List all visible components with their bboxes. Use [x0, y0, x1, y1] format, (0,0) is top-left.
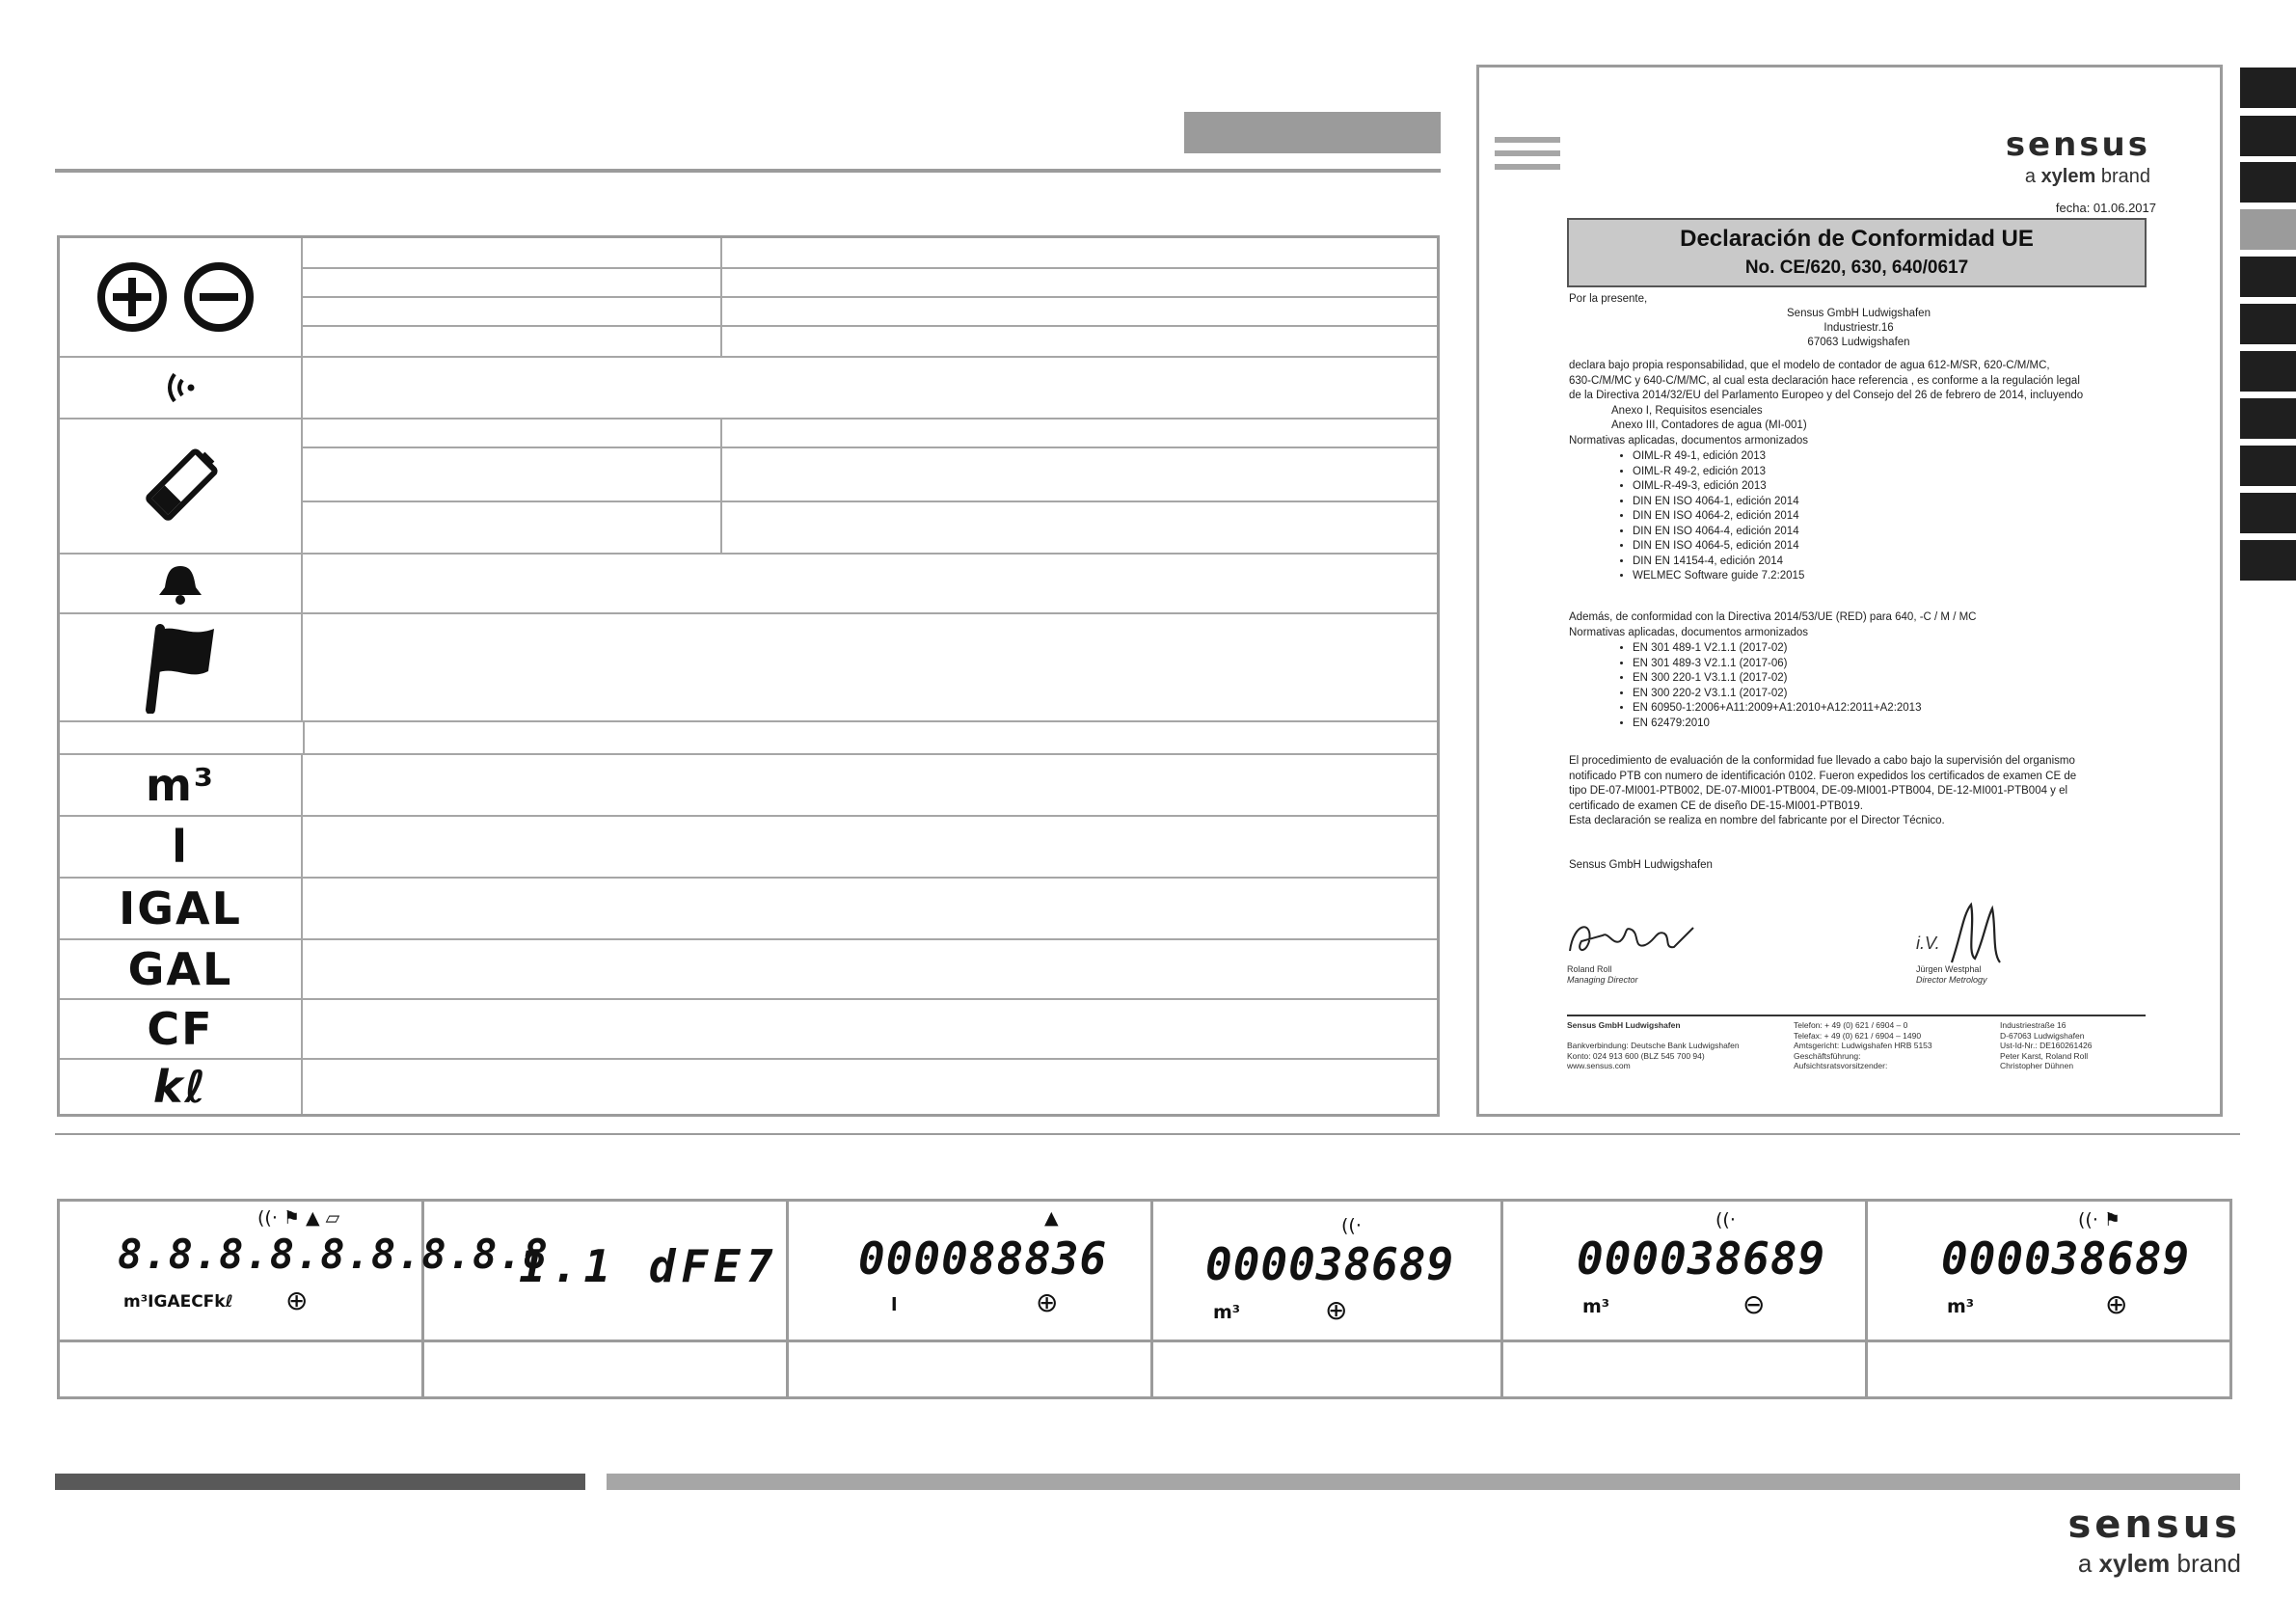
header-rule: [55, 169, 1441, 173]
lcd-digits: 000038689: [1941, 1232, 2191, 1285]
unit-kl-label: kℓ: [152, 1061, 208, 1113]
unit-gal-label: GAL: [127, 943, 233, 995]
unit-m3-cell: [60, 755, 303, 817]
lcd-display-m3-reverse: [1503, 1202, 1865, 1340]
lcd-digits: 8.8.8.8.8.8.8.8.8: [118, 1231, 549, 1278]
lcd-digits: 000038689: [1577, 1232, 1826, 1285]
index-tab-4-active[interactable]: [2240, 209, 2296, 250]
unit-igal-label: IGAL: [119, 882, 242, 934]
radio-signal-icon: [161, 368, 200, 407]
unit-l-label: l: [172, 821, 189, 873]
lcd-display-m3-flag: [1868, 1202, 2229, 1340]
footer-col-3: Industriestraße 16 D-67063 Ludwigshafen Ust-Id-Nr.: DE160261426 Peter Karst, Roland Roll Christopher Dühnen: [2000, 1020, 2093, 1070]
norms-list-2: • EN 301 489-1 V2.1.1 (2017-02) • EN 301 489-3 V2.1.1 (2017-06) • EN 300 220-1 V3.1.1 (2017-02) • EN 300 220-2 V3.1.1 (2017-02) • EN 60950-1:2006+A11:2009+A1:2010+A12:2011+A2:2013 • EN 62479:2010: [1569, 641, 1921, 731]
flag-icon: [137, 621, 224, 714]
footer-col-1: Sensus GmbH Ludwigshafen Bankverbindung: Deutsche Bank Ludwigshafen Konto: 024 913 600 (BLZ 545 700 94) www.sensus.com: [1567, 1020, 1740, 1070]
plus-minus-icon: [94, 258, 267, 336]
index-tab-1[interactable]: [2240, 68, 2296, 108]
lcd-display-m3-forward: [1153, 1202, 1500, 1340]
battery-symbol-cell: [60, 420, 303, 555]
unit-gal-cell: [60, 940, 303, 1000]
brand-tagline: a xylem brand: [2024, 166, 2150, 187]
declaration-header: [1567, 218, 2147, 287]
index-tab-2[interactable]: [2240, 116, 2296, 156]
procedimiento-paragraph: El procedimiento de evaluación de la conformidad fue llevado a cabo bajo la supervisión del organismo notificado PTB con numero de identificación 0102. Fueron expedidos los certificados de examen CE de tipo DE-07-MI001-PTB002, DE-07-MI001-PTB004, DE-09-MI001-PTB004, DE-12-MI001-PTB004 y el certificado de examen CE de diseño DE-15-MI001-PTB019. Esta declaración se realiza en nombre del fabricante por el Director Técnico.: [1569, 755, 2077, 826]
index-tab-3[interactable]: [2240, 162, 2296, 203]
flow-direction-symbols: [60, 238, 303, 358]
red-directive-paragraph: Además, de conformidad con la Directiva 2014/53/UE (RED) para 640, -C / M / MC Normativas aplicadas, documentos armonizados: [1569, 611, 1977, 638]
index-tab-7[interactable]: [2240, 351, 2296, 392]
lcd-status-icons: ((· ⚑: [2078, 1209, 2120, 1231]
lcd-digits: 000088836: [858, 1232, 1108, 1285]
lcd-unit: m³: [1582, 1296, 1610, 1317]
por-la-presente: Por la presente,: [1569, 293, 1648, 305]
unit-kl-cell: [60, 1060, 303, 1114]
unit-m3-label: m³: [145, 759, 216, 811]
lcd-sign-icon: ⊕: [1036, 1286, 1059, 1318]
lcd-status-icons: ((· ⚑ ▲ ▱: [257, 1207, 340, 1229]
lcd-unit: m³: [1947, 1296, 1975, 1317]
symbol-table: [57, 235, 1440, 1117]
footer-bar-dark: [55, 1474, 585, 1490]
alarm-symbol-cell: [60, 555, 303, 614]
signature-right-caption: Jürgen Westphal Director Metrology: [1916, 964, 1987, 985]
flag-symbol-cell: [60, 614, 303, 722]
declaration-title: Declaración de Conformidad UE: [1680, 226, 2034, 252]
unit-l-cell: [60, 817, 303, 879]
section-divider: [55, 1133, 2240, 1135]
footer-brand-tagline: a xylem brand: [2077, 1549, 2241, 1578]
footer-col-2: Telefon: + 49 (0) 621 / 6904 – 0 Telefax: + 49 (0) 621 / 6904 – 1490 Amtsgericht: Ludwigshafen HRB 5153 Geschäftsführung: Aufsichtsratsvorsitzender:: [1794, 1020, 1932, 1070]
signature-left-image: [1564, 912, 1718, 961]
unit-igal-cell: [60, 879, 303, 940]
lcd-status-icons: ▲: [1044, 1207, 1059, 1229]
footer-brand-wordmark: sensus: [2067, 1502, 2241, 1547]
declara-paragraph: declara bajo propia responsabilidad, que el modelo de contador de agua 612-M/SR, 620-C/M/MC, 630-C/M/MC y 640-C/M/MC, al cual esta declaración hace referencia , es conforme a la regulación legal de la Directiva 2014/32/EU del Parlamento Europeo y del Consejo del 26 de febrero de 2014, incluyendo Anexo I, Requisitos esenciales Anexo III, Contadores de agua (MI-001) Normativas aplicadas, documentos armonizados: [1569, 360, 2084, 447]
lcd-display-segment-test: [60, 1202, 549, 1340]
signoff-company: Sensus GmbH Ludwigshafen: [1569, 859, 1713, 871]
lcd-unit: m³: [1213, 1302, 1241, 1323]
index-tab-5[interactable]: [2240, 257, 2296, 297]
lcd-unit: m³IGAECFkℓ: [123, 1292, 233, 1312]
sensus-logo: [2006, 125, 2150, 188]
brand-wordmark: sensus: [2005, 125, 2150, 164]
index-tab-6[interactable]: [2240, 304, 2296, 344]
bell-icon: [153, 562, 207, 605]
lcd-sign-icon: ⊕: [285, 1285, 309, 1316]
lcd-unit: l: [891, 1294, 898, 1315]
lcd-sign-icon: ⊖: [1742, 1288, 1766, 1320]
declaration-footer-rule: [1567, 1015, 2146, 1016]
lcd-sign-icon: ⊕: [2105, 1288, 2128, 1320]
radio-symbol-cell: [60, 358, 303, 420]
signature-left-caption: Roland Roll Managing Director: [1567, 964, 1638, 985]
lcd-status-icons: ((·: [1715, 1209, 1736, 1231]
lcd-table-row-divider: [60, 1340, 2229, 1342]
eu-declaration-document: [1476, 65, 2223, 1117]
lcd-digits: 1.1 dFE7: [519, 1240, 779, 1292]
lcd-sign-icon: ⊕: [1325, 1294, 1348, 1326]
lcd-display-firmware: [424, 1202, 786, 1340]
battery-icon: [137, 443, 224, 529]
index-tab-9[interactable]: [2240, 446, 2296, 486]
declaration-date: fecha: 01.06.2017: [2055, 201, 2156, 215]
company-address: Sensus GmbH Ludwigshafen Industriestr.16 67063 Ludwigshafen: [1787, 308, 1931, 348]
lcd-display-table: [57, 1199, 2232, 1399]
declaration-number: No. CE/620, 630, 640/0617: [1744, 257, 1969, 278]
footer-bar-light: [607, 1474, 2240, 1490]
signature-right-prefix: i.V.: [1916, 934, 1940, 953]
section-header-tab: [1184, 112, 1441, 153]
footer-sensus-logo: [2067, 1502, 2241, 1579]
lcd-digits: 000038689: [1205, 1238, 1455, 1290]
unit-cf-label: CF: [147, 1003, 214, 1055]
index-tab-8[interactable]: [2240, 398, 2296, 439]
lcd-status-icons: ((·: [1341, 1215, 1362, 1236]
menu-icon[interactable]: [1495, 137, 1560, 177]
unit-cf-cell: [60, 1000, 303, 1060]
index-tab-11[interactable]: [2240, 540, 2296, 581]
lcd-display-litres: [789, 1202, 1150, 1340]
index-tab-10[interactable]: [2240, 493, 2296, 533]
norms-list-1: • OIML-R 49-1, edición 2013 • OIML-R 49-2, edición 2013 • OIML-R-49-3, edición 2013 • DIN EN ISO 4064-1, edición 2014 • DIN EN ISO 4064-2, edición 2014 • DIN EN ISO 4064-4, edición 2014 • DIN EN ISO 4064-5, edición 2014 • DIN EN 14154-4, edición 2014 • WELMEC Software guide 7.2:2015: [1569, 449, 1804, 584]
